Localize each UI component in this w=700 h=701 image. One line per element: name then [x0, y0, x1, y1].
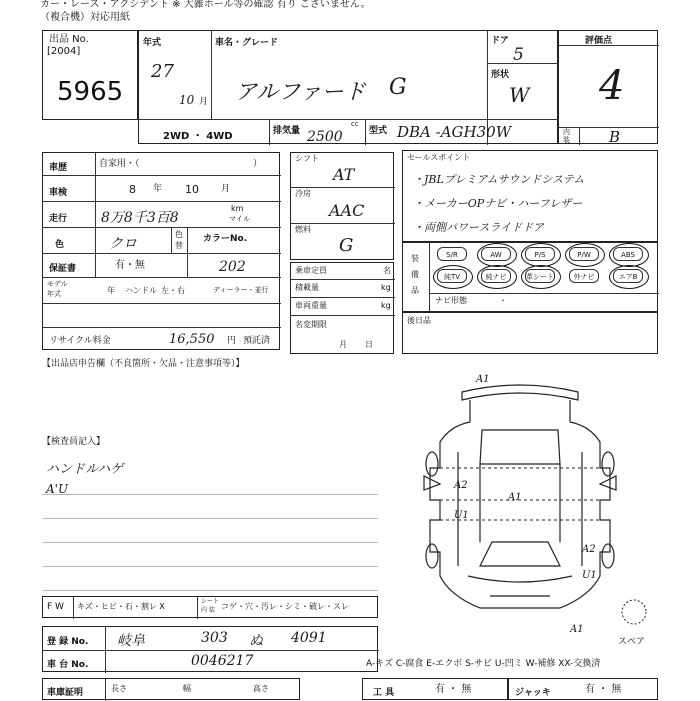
- seats-label: 乗車定員: [295, 266, 327, 275]
- chassis-label: 車 台 No.: [47, 660, 89, 670]
- interior-label-2: 装: [563, 136, 570, 144]
- later-items-box: [402, 312, 658, 354]
- diagram-mark-a2-right: A2: [582, 544, 596, 555]
- weight-unit: kg: [381, 301, 391, 310]
- cert-height: 高さ: [253, 684, 269, 693]
- year-label: 年式: [143, 38, 162, 48]
- load-label: 積載量: [295, 283, 319, 292]
- year-value: 27: [151, 61, 174, 82]
- capacity-box: [290, 262, 394, 354]
- lot-year-badge: [2004]: [47, 46, 81, 57]
- footer-tools-box: [362, 678, 508, 700]
- rating-box: [558, 30, 658, 144]
- circle-mark: [609, 243, 649, 267]
- tools-label: 工 具: [373, 688, 395, 698]
- option-ps[interactable]: P/S: [525, 247, 555, 261]
- circle-mark: [521, 243, 561, 267]
- interior-value: B: [609, 128, 621, 146]
- fw-interior-value[interactable]: コゲ・穴・汚レ・シミ・破レ・スレ: [221, 602, 349, 611]
- rating-label: 評価点: [585, 36, 613, 46]
- navi-label: ナビ形態: [435, 296, 467, 305]
- shape-value: W: [509, 83, 530, 107]
- model-label: 型式: [369, 126, 388, 136]
- jack-value[interactable]: 有 ・ 無: [585, 684, 622, 695]
- reg-label: 登 録 No.: [47, 637, 89, 647]
- month-unit: 月: [199, 97, 209, 107]
- equipment-label-1: 装: [411, 254, 419, 263]
- option-pw[interactable]: P/W: [569, 247, 599, 261]
- lot-number: 5965: [57, 77, 124, 107]
- change-label: 名変期限: [295, 320, 327, 329]
- mileage-label: 走行: [49, 214, 68, 224]
- circle-mark: [433, 265, 473, 289]
- recycle-unit: 円: [227, 336, 237, 346]
- inspector-label: 【検査員記入】: [42, 437, 106, 447]
- legend-text: A-キズ C-腐食 E-エクボ S-サビ U-凹ミ W-補修 XX-交換済: [366, 659, 601, 669]
- shift-box: [290, 152, 394, 260]
- cc-unit: cc: [351, 120, 359, 128]
- circle-mark: [565, 243, 605, 267]
- fuel-label: 燃料: [295, 225, 311, 234]
- equipment-label-3: 品: [411, 286, 419, 295]
- warranty-label: 保証書: [49, 264, 77, 274]
- mileage-unit-km: km: [231, 204, 244, 213]
- history-box: [42, 152, 280, 350]
- fw-label: F W: [47, 602, 64, 612]
- color-change-2: 替: [175, 241, 183, 250]
- month-value: 10: [179, 93, 195, 107]
- circle-mark: [477, 265, 517, 289]
- fw-scratch[interactable]: キズ・ヒビ・石・割レ X: [77, 602, 165, 611]
- month-unit-2: 月: [221, 184, 231, 194]
- inspector-line-2: A'U: [46, 482, 69, 496]
- selling-point-1: ・JBLプレミアムサウンドシステム: [413, 173, 585, 186]
- lot-prefix: 出品 No.: [49, 34, 89, 45]
- history-value: 自家用・（: [99, 159, 140, 169]
- footer-jack-box: [508, 678, 658, 700]
- jack-label: ジャッキ: [515, 688, 551, 698]
- lot-box: [42, 30, 138, 120]
- handle-value[interactable]: 左・右: [161, 286, 185, 295]
- inspection-label: 車検: [49, 188, 68, 198]
- option-tv[interactable]: 純TV: [437, 269, 467, 283]
- option-aw[interactable]: AW: [481, 247, 511, 261]
- selling-points-box: [402, 150, 658, 242]
- door-value: 5: [513, 45, 524, 65]
- rating-value: 4: [599, 63, 625, 109]
- color-no-value: 202: [219, 259, 246, 275]
- option-abs[interactable]: ABS: [613, 247, 643, 261]
- shift-label: シフト: [295, 154, 319, 163]
- history-label: 車歴: [49, 163, 68, 173]
- recycle-label: リサイクル料金: [49, 336, 111, 346]
- circle-mark: [609, 265, 649, 289]
- warranty-value[interactable]: 有・無: [115, 260, 145, 271]
- weight-label: 車両重量: [295, 301, 327, 310]
- car-damage-diagram: [410, 370, 660, 640]
- option-ext-navi[interactable]: 外ナビ: [569, 269, 599, 283]
- selling-points-label: セールスポイント: [407, 153, 471, 162]
- reg-pref: 岐阜: [117, 633, 145, 649]
- diagram-mark-a1-top: A1: [476, 374, 490, 385]
- recycle-status: 預託済: [243, 336, 271, 346]
- diagram-mark-a1-center: A1: [508, 492, 522, 503]
- later-label: 後日品: [407, 316, 431, 325]
- model-year-year: 年: [107, 286, 115, 295]
- color-no-label: カラーNo.: [203, 234, 248, 244]
- ac-label: 冷房: [295, 189, 311, 198]
- color-change-1: 色: [175, 230, 183, 239]
- diagram-mark-u1-right: U1: [582, 570, 597, 581]
- model-value: DBA -AGH30W: [397, 123, 512, 141]
- header-line-2: （複合機）対応用紙: [40, 12, 130, 23]
- circle-mark: [521, 265, 561, 289]
- drive-label[interactable]: 2WD ・ 4WD: [163, 131, 233, 142]
- mileage-unit-mile: マイル: [229, 215, 250, 223]
- seller-notes-label: 【出品店申告欄（不良箇所・欠品・注意事項等）】: [42, 359, 245, 369]
- cert-width: 幅: [183, 684, 191, 693]
- cert-length: 長さ: [111, 684, 127, 693]
- model-year-label-1: モデル: [47, 280, 68, 288]
- fw-box: [42, 596, 378, 618]
- history-close: ）: [253, 159, 263, 169]
- diagram-mark-u1-left: U1: [454, 510, 469, 521]
- name-label: 車名・グレード: [215, 38, 279, 48]
- shape-label: 形状: [491, 70, 510, 80]
- inspector-line-1: ハンドルハゲ: [46, 462, 124, 477]
- option-airbag[interactable]: エアB: [613, 269, 643, 283]
- equipment-box: [402, 242, 658, 312]
- tools-value[interactable]: 有 ・ 無: [435, 684, 472, 695]
- diagram-mark-a1-bottom: A1: [570, 624, 584, 635]
- change-unit: 月日: [339, 340, 391, 349]
- inspection-year: 8: [129, 183, 136, 196]
- option-leather[interactable]: 革シート: [525, 269, 555, 283]
- cert-label: 車庫証明: [47, 688, 84, 698]
- model-year-label-2: 年式: [47, 290, 61, 298]
- diagram-mark-a2-left: A2: [454, 480, 468, 491]
- color-label: 色: [55, 240, 65, 250]
- mileage-value: 8万8千3百8: [101, 210, 179, 226]
- grade-value: G: [389, 75, 407, 100]
- navi-options: ・: [499, 296, 507, 305]
- spare-label: スペア: [618, 637, 646, 647]
- circle-mark: [477, 243, 517, 267]
- year-unit: 年: [153, 184, 163, 194]
- vehicle-box: [138, 30, 558, 144]
- handle-label: ハンドル: [125, 286, 157, 295]
- dealer-label[interactable]: ディーラー・並行: [213, 286, 269, 294]
- fuel-value: G: [339, 235, 354, 256]
- fw-interior-label-2: 内 装: [201, 607, 215, 614]
- interior-label-1: 内: [563, 128, 570, 136]
- door-label: ドア: [491, 36, 509, 46]
- seats-unit: 名: [383, 266, 391, 275]
- footer-cert-box: [42, 678, 300, 700]
- registration-box: [42, 626, 378, 672]
- cc-label: 排気量: [273, 126, 301, 136]
- option-sr[interactable]: S/R: [437, 247, 467, 261]
- color-value: クロ: [109, 236, 137, 252]
- load-unit: kg: [381, 283, 391, 292]
- reg-class: 303: [201, 630, 228, 646]
- ac-value: AAC: [329, 201, 365, 220]
- cc-value: 2500: [307, 129, 343, 145]
- reg-number: 4091: [291, 630, 327, 646]
- header-line-1: カー・レース・アクシデント ※ 大雑ホール等の確認 有り ございません。: [40, 0, 371, 10]
- chassis-value: 0046217: [191, 653, 254, 669]
- name-value: アルファード: [235, 80, 366, 105]
- equipment-label-2: 備: [411, 270, 419, 279]
- selling-point-3: ・両側パワースライドドア: [413, 221, 544, 234]
- selling-point-2: ・メーカーOPナビ・ハーフレザー: [413, 197, 583, 210]
- inspection-month: 10: [185, 183, 199, 196]
- option-navi[interactable]: 純ナビ: [481, 269, 511, 283]
- fw-interior-label-1: シート: [201, 598, 220, 605]
- recycle-value: 16,550: [169, 332, 215, 347]
- reg-kana: ぬ: [249, 633, 263, 649]
- shift-value: AT: [333, 165, 355, 184]
